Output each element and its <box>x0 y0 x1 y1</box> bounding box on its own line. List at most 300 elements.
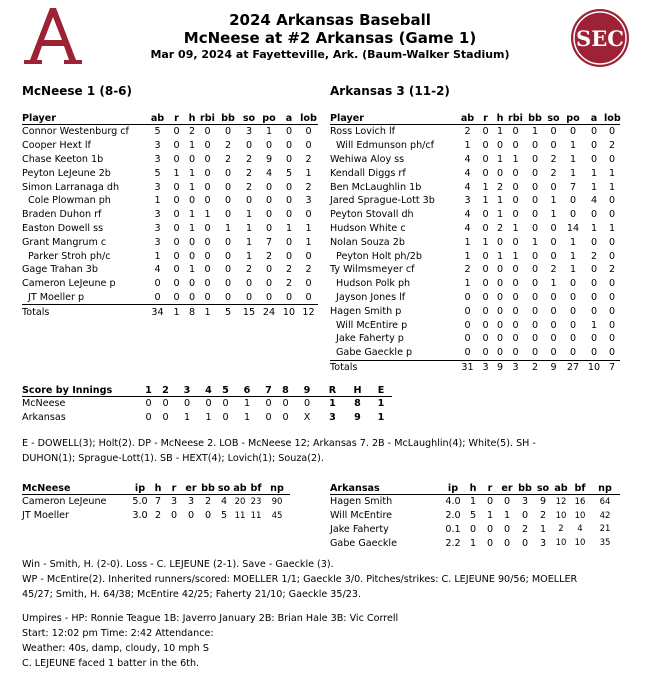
stat-cell: 0 <box>531 264 539 276</box>
inning-cell: 1 <box>205 412 212 424</box>
player-row <box>330 194 620 208</box>
stat-cell: 0 <box>204 510 212 522</box>
column-header: so <box>217 482 231 494</box>
stat-cell: 0 <box>521 537 529 549</box>
column-header: lob <box>604 112 621 124</box>
pitcher-row <box>330 523 620 537</box>
stat-cell: 1 <box>188 222 196 234</box>
stat-cell: 1 <box>496 195 504 207</box>
inning-cell: 0 <box>145 398 152 410</box>
stat-cell: 0 <box>204 222 211 234</box>
stat-cell: 0 <box>224 250 232 262</box>
stat-cell: 0 <box>550 333 557 345</box>
stat-cell: 0 <box>531 222 539 234</box>
pitching-header-row <box>330 482 620 495</box>
stat-cell: 0 <box>512 167 519 179</box>
stat-cell: 5.0 <box>132 496 148 508</box>
stat-cell: 0 <box>531 278 539 290</box>
stat-cell: 0 <box>173 126 180 138</box>
stat-cell: 0 <box>608 319 616 331</box>
stat-cell: 2 <box>550 264 557 276</box>
stat-cell: 1 <box>154 195 161 207</box>
player-row <box>330 277 620 291</box>
stat-cell: 5 <box>154 167 161 179</box>
stat-cell: 0 <box>265 264 273 276</box>
stat-cell: 0 <box>531 209 539 221</box>
stat-cell: 0 <box>590 291 598 303</box>
stat-cell: 16 <box>574 496 586 507</box>
stat-cell: 2 <box>550 167 557 179</box>
stat-cell: 0 <box>550 305 557 317</box>
column-header: np <box>590 482 620 495</box>
stat-cell: 0 <box>531 140 539 152</box>
column-header: ip <box>130 482 150 495</box>
stat-cell: 5 <box>220 510 228 522</box>
stat-cell: 1 <box>608 222 616 234</box>
stat-cell: 1 <box>590 319 598 331</box>
stat-cell: 21 <box>599 524 611 535</box>
stat-cell: 0 <box>204 264 211 276</box>
date-location: Mar 09, 2024 at Fayetteville, Ark. (Baum-Walker Stadium) <box>150 48 510 61</box>
linescore-header-row <box>22 384 392 397</box>
player-name: Cooper Hext lf <box>22 140 91 152</box>
pitcher-row <box>22 495 290 509</box>
column-header: np <box>264 482 290 495</box>
pitcher-row <box>330 495 620 509</box>
total-cell: 27 <box>566 361 580 373</box>
stat-cell: 0 <box>512 236 519 248</box>
inning-cell: 0 <box>222 412 229 424</box>
stat-cell: 0 <box>482 140 489 152</box>
stat-cell: 0 <box>512 305 519 317</box>
stat-cell: 0 <box>187 510 195 522</box>
stat-cell: 0 <box>569 209 577 221</box>
stat-cell: 0 <box>279 291 299 305</box>
stat-cell: 10 <box>574 510 586 521</box>
inning-cell: 0 <box>265 398 272 410</box>
player-name: Kendall Diggs rf <box>330 167 406 179</box>
player-name: Peyton Holt ph/2b <box>336 250 422 262</box>
rhe-cell: 1 <box>329 398 336 410</box>
stat-cell: 3 <box>154 153 161 165</box>
stat-cell: 0 <box>173 195 180 207</box>
page-title: 2024 Arkansas Baseball <box>229 11 431 29</box>
player-name: Hagen Smith p <box>330 305 402 317</box>
stat-cell: 1 <box>608 167 616 179</box>
total-cell: 15 <box>242 306 256 318</box>
stat-cell: 0 <box>482 250 489 262</box>
stat-cell: 0 <box>496 264 504 276</box>
stat-cell: 4 <box>464 167 471 179</box>
decisions-line: Win - Smith, H. (2-0). Loss - C. LEJEUNE (2-1). Save - Gaeckle (3). <box>22 559 334 570</box>
stat-cell: 0 <box>531 333 539 345</box>
total-cell: 5 <box>224 306 232 318</box>
linescore-row <box>22 397 392 411</box>
stat-cell: 0 <box>285 153 293 165</box>
stat-cell: 0 <box>265 209 273 221</box>
stat-cell: 0 <box>482 333 489 345</box>
home-batting-table <box>330 112 620 374</box>
home-team-title: Arkansas 3 (11-2) <box>330 84 450 98</box>
stat-cell: 0 <box>173 250 180 262</box>
pitcher-row <box>330 536 620 550</box>
stat-cell: 2.0 <box>445 510 461 522</box>
stat-cell: 2 <box>496 222 504 234</box>
stat-cell: 0 <box>584 346 604 360</box>
stat-cell: 0 <box>299 291 318 305</box>
stat-cell: 0 <box>204 126 211 138</box>
stat-cell: 0 <box>608 291 616 303</box>
column-header: r <box>482 482 498 495</box>
stat-cell: 0 <box>469 523 477 535</box>
player-name: Cole Plowman ph <box>28 195 111 207</box>
stat-cell: 0 <box>188 250 196 262</box>
stat-cell: 2 <box>224 153 232 165</box>
stat-cell: 0 <box>503 496 511 508</box>
stat-cell: 2 <box>464 264 471 276</box>
inning-header: 2 <box>157 384 174 397</box>
stat-cell: 0 <box>608 126 616 138</box>
player-name: Simon Larranaga dh <box>22 181 120 193</box>
game-notes <box>22 436 536 466</box>
stat-cell: 0 <box>173 222 180 234</box>
player-row <box>330 180 620 194</box>
player-row <box>330 291 620 305</box>
stat-cell: 0 <box>245 140 253 152</box>
stat-cell: 0 <box>569 319 577 331</box>
notes-line: DUHON(1); Sprague-Lott(1). SB - HEXT(4); Lovich(1); Souza(2). <box>22 453 324 464</box>
stat-cell: 1 <box>482 195 489 207</box>
stat-cell: 0 <box>590 305 598 317</box>
stat-cell: 0 <box>550 319 557 331</box>
pitcher-name: Will McEntire <box>330 510 393 522</box>
stat-cell: 0 <box>217 291 239 305</box>
stat-cell: 0 <box>590 153 598 165</box>
stat-cell: 0 <box>458 346 477 360</box>
column-header: Player <box>22 112 148 125</box>
pitcher-name: Cameron LeJeune <box>22 496 107 508</box>
stat-cell: 1 <box>188 264 196 276</box>
stat-cell: 0 <box>590 126 598 138</box>
stat-cell: 0 <box>204 236 211 248</box>
decisions-line: 45/27; Smith, H. 64/38; McEntire 42/25; Faherty 21/10; Gaeckle 35/23. <box>22 589 362 600</box>
stat-cell: 2 <box>245 153 253 165</box>
stat-cell: 1 <box>590 181 598 193</box>
stat-cell: 3 <box>521 496 529 508</box>
player-name: Peyton Stovall dh <box>330 209 414 221</box>
stat-cell: 2 <box>305 264 312 276</box>
stat-cell: 11 <box>250 510 262 521</box>
stat-cell: 0 <box>590 278 598 290</box>
player-name: Jake Faherty p <box>336 333 404 345</box>
player-name: Hudson Polk ph <box>336 278 411 290</box>
player-name: Braden Duhon rf <box>22 209 102 221</box>
stat-cell: 0 <box>285 236 293 248</box>
stat-cell: 0 <box>204 195 211 207</box>
stat-cell: 5 <box>469 510 477 522</box>
player-name: Ben McLaughlin 1b <box>330 181 422 193</box>
stat-cell: 0 <box>482 291 489 303</box>
stat-cell: 9 <box>539 496 547 508</box>
stat-cell: 0 <box>550 140 557 152</box>
total-cell: 9 <box>496 361 504 373</box>
notes-line: E - DOWELL(3); Holt(2). DP - McNeese 2. LOB - McNeese 12; Arkansas 7. 2B - McLaughlin(4); White(5). SH - <box>22 438 536 449</box>
column-header: po <box>562 112 584 125</box>
stat-cell: 0 <box>305 140 312 152</box>
stat-cell: 0 <box>569 333 577 345</box>
inning-cell: 0 <box>205 398 212 410</box>
stat-cell: 0 <box>204 250 211 262</box>
column-header: ab <box>552 482 570 495</box>
player-row <box>330 125 620 139</box>
stat-cell: 1 <box>569 153 577 165</box>
stat-cell: 4 <box>590 195 598 207</box>
stat-cell: 2 <box>188 126 196 138</box>
stat-cell: 1 <box>464 140 471 152</box>
stat-cell: 11 <box>234 510 246 521</box>
inning-header: 6 <box>234 384 260 397</box>
column-header: a <box>584 112 604 125</box>
stat-cell: 2 <box>539 510 547 522</box>
stat-cell: 0 <box>482 278 489 290</box>
stat-cell: 0 <box>512 333 519 345</box>
total-cell: 8 <box>188 306 196 318</box>
stat-cell: 1 <box>512 250 519 262</box>
stat-cell: 0 <box>531 181 539 193</box>
stat-cell: 0 <box>305 209 312 221</box>
stat-cell: 1 <box>569 264 577 276</box>
stat-cell: 4 <box>464 209 471 221</box>
stat-cell: 2 <box>245 167 253 179</box>
stat-cell: 0 <box>173 236 180 248</box>
stat-cell: 5 <box>154 126 161 138</box>
stat-cell: 1 <box>531 236 539 248</box>
column-header: Player <box>330 112 458 125</box>
rhe-cell: 9 <box>354 412 361 424</box>
stat-cell: 0 <box>482 167 489 179</box>
stat-cell: 7 <box>569 181 577 193</box>
column-header: ip <box>442 482 464 495</box>
stat-cell: 2 <box>224 140 232 152</box>
stat-cell: 0 <box>569 305 577 317</box>
stat-cell: 0 <box>188 195 196 207</box>
stat-cell: 0 <box>590 140 598 152</box>
stat-cell: 3 <box>154 236 161 248</box>
stat-cell: 10 <box>555 538 567 549</box>
pitcher-name: JT Moeller <box>22 510 69 522</box>
totals-row <box>330 360 620 374</box>
player-row <box>22 194 318 208</box>
stat-cell: 1 <box>245 236 253 248</box>
stat-cell: 0 <box>170 510 178 522</box>
pitching-team: Arkansas <box>330 482 442 495</box>
stat-cell: 0 <box>464 333 471 345</box>
total-cell: 1 <box>173 306 180 318</box>
stat-cell: 1 <box>550 209 557 221</box>
inning-cell: X <box>303 412 311 424</box>
stat-cell: 0 <box>512 264 519 276</box>
stat-cell: 1 <box>550 195 557 207</box>
inning-cell: 0 <box>282 398 289 410</box>
stat-cell: 0 <box>167 291 186 305</box>
stat-cell: 23 <box>250 496 262 507</box>
stat-cell: 0 <box>265 222 273 234</box>
stat-cell: 7 <box>154 496 162 508</box>
column-header: po <box>259 112 279 125</box>
stat-cell: 0 <box>569 126 577 138</box>
stat-cell: 0 <box>285 126 293 138</box>
stat-cell: 1 <box>464 236 471 248</box>
column-header: so <box>239 112 259 125</box>
column-header: h <box>464 482 482 495</box>
matchup-title: McNeese at #2 Arkansas (Game 1) <box>183 29 477 47</box>
stat-cell: 0 <box>482 222 489 234</box>
stat-cell: 0 <box>224 209 232 221</box>
stat-cell: 2 <box>245 181 253 193</box>
stat-cell: 0 <box>245 195 253 207</box>
column-header: er <box>498 482 516 495</box>
stat-cell: 0 <box>608 209 616 221</box>
inning-cell: 1 <box>243 412 251 424</box>
stat-cell: 1 <box>496 250 504 262</box>
stat-cell: 0 <box>590 236 598 248</box>
stat-cell: 3 <box>154 181 161 193</box>
stat-cell: 0 <box>531 195 539 207</box>
stat-cell: 0 <box>506 346 525 360</box>
stat-cell: 1 <box>496 153 504 165</box>
stat-cell: 0 <box>204 278 211 290</box>
stat-cell: 0 <box>482 153 489 165</box>
stat-cell: 1 <box>539 523 547 535</box>
stat-cell: 2 <box>154 510 162 522</box>
player-name: Easton Dowell ss <box>22 222 104 234</box>
stat-cell: 0 <box>285 209 293 221</box>
stat-cell: 0 <box>188 153 196 165</box>
total-cell: 31 <box>461 361 474 373</box>
stat-cell: 2 <box>550 153 557 165</box>
player-name: Jayson Jones lf <box>336 291 406 303</box>
stat-cell: 0 <box>512 209 519 221</box>
stat-cell: 0 <box>224 167 232 179</box>
stat-cell: 0 <box>173 278 180 290</box>
stat-cell: 2 <box>204 496 212 508</box>
player-name: JT Moeller p <box>22 291 148 305</box>
stat-cell: 0 <box>521 510 529 522</box>
column-header: bb <box>525 112 545 125</box>
stat-cell: 0 <box>512 181 519 193</box>
stat-cell: 3 <box>154 209 161 221</box>
stat-cell: 0 <box>512 278 519 290</box>
stat-cell: 1 <box>154 250 161 262</box>
stat-cell: 1 <box>482 181 489 193</box>
stat-cell: 0 <box>590 209 598 221</box>
stat-cell: 0 <box>496 291 504 303</box>
total-cell: 9 <box>550 361 557 373</box>
player-name: Gage Trahan 3b <box>22 264 98 276</box>
inning-cell: 0 <box>265 412 272 424</box>
stat-cell: 0 <box>503 523 511 535</box>
weather-line: Weather: 40s, damp, cloudy, 10 mph S <box>22 643 209 654</box>
stat-cell: 0 <box>482 264 489 276</box>
stat-cell: 0 <box>224 181 232 193</box>
stat-cell: 0 <box>608 153 616 165</box>
player-name: Ty Wilmsmeyer cf <box>330 264 415 276</box>
player-name: Jared Sprague-Lott 3b <box>330 195 435 207</box>
stat-cell: 0 <box>265 181 273 193</box>
stat-cell: 2 <box>496 181 504 193</box>
pitching-header-row <box>22 482 290 495</box>
stat-cell: 0 <box>186 291 198 305</box>
stat-cell: 0 <box>512 291 519 303</box>
stat-cell: 0 <box>173 181 180 193</box>
stat-cell: 0 <box>204 140 211 152</box>
stat-cell: 0 <box>239 291 259 305</box>
player-row <box>330 153 620 167</box>
stat-cell: 2 <box>305 153 312 165</box>
totals-row <box>22 305 318 319</box>
player-row <box>330 235 620 249</box>
stat-cell: 0 <box>550 222 557 234</box>
stat-cell: 0 <box>173 209 180 221</box>
column-header: so <box>534 482 552 495</box>
stat-cell: 0 <box>265 278 273 290</box>
stat-cell: 4 <box>265 167 273 179</box>
column-header: rbi <box>198 112 217 125</box>
stat-cell: 0 <box>531 291 539 303</box>
stat-cell: 1 <box>469 537 477 549</box>
stat-cell: 1 <box>496 126 504 138</box>
column-header: lob <box>300 112 317 124</box>
column-header: bb <box>201 482 215 494</box>
player-row <box>330 304 620 318</box>
umpires-line: Umpires - HP: Ronnie Teague 1B: Javerro January 2B: Brian Hale 3B: Vic Correll <box>22 613 399 624</box>
column-header: rbi <box>506 112 525 125</box>
column-header: r <box>166 482 182 495</box>
stat-cell: 0 <box>285 250 293 262</box>
column-header: so <box>545 112 562 125</box>
stat-cell: 1 <box>496 209 504 221</box>
stat-cell: 0 <box>464 319 471 331</box>
stat-cell: 0 <box>285 140 293 152</box>
stat-cell: 7 <box>265 236 273 248</box>
stat-cell: 2 <box>558 524 564 535</box>
inning-header: 5 <box>217 384 234 397</box>
stat-cell: 64 <box>599 496 611 507</box>
stat-cell: 1 <box>486 510 494 522</box>
stat-cell: 42 <box>599 510 611 521</box>
column-header: h <box>186 112 198 125</box>
player-row <box>22 249 318 263</box>
stat-cell: 4 <box>220 496 228 508</box>
total-cell: 34 <box>151 306 164 318</box>
stat-cell: 0 <box>531 153 539 165</box>
stat-cell: 1 <box>512 153 519 165</box>
stat-cell: 0 <box>569 195 577 207</box>
stat-cell: 0 <box>173 153 180 165</box>
stat-cell: 1 <box>464 250 471 262</box>
stat-cell: 0 <box>496 278 504 290</box>
stat-cell: 0 <box>486 537 494 549</box>
stat-cell: 0 <box>224 236 232 248</box>
column-header: h <box>494 112 506 125</box>
totals-label: Totals <box>22 306 50 318</box>
stat-cell: 4.0 <box>445 496 461 508</box>
stat-cell: 0 <box>496 167 504 179</box>
stat-cell: 2.2 <box>445 537 461 549</box>
note-line: C. LEJEUNE faced 1 batter in the 6th. <box>22 658 200 669</box>
player-name: Parker Stroh ph/c <box>28 250 111 262</box>
stat-cell: 0 <box>608 250 616 262</box>
